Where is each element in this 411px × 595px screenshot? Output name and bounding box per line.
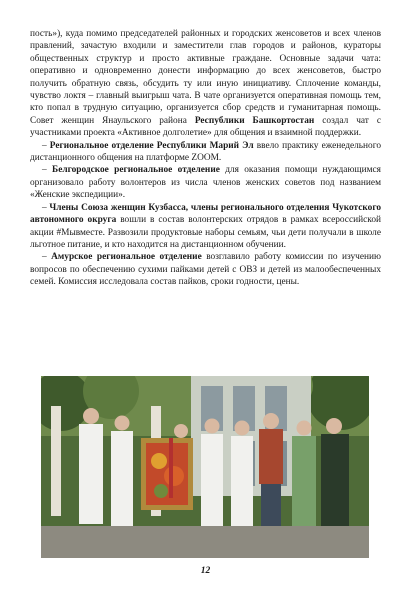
- region-name: Белгородское региональное отделение: [52, 165, 220, 176]
- paragraph-belgorod: – Белгородское региональное отделение для оказания помощи нуждающимся организовало работу волонтеров из числа членов женских советов под названием «Женские экспедиции».: [30, 165, 381, 201]
- group-photo: [41, 376, 369, 558]
- article-text: [30, 28, 381, 289]
- paragraph-kuzbass: – Члены Союза женщин Кузбасса, члены регионального отделения Чукотского автономного округа вошли в состав волонтерских отрядов в рамках всероссийской акции #Мывместе. Развозили продуктовые наборы семьям, чьи дети получали в школе льготное питание, и кто находится на дистанционном обучении.: [30, 202, 381, 250]
- region-name: Республики Башкортостан: [194, 115, 315, 126]
- paragraph-amur: – Амурское региональное отделение возглавило работу комиссии по изучению вопросов по обеспечению сухими пайками детей с ОВЗ и детей из малообеспеченных семей. Комиссия исследовала состав пайков, сроки годности, цены.: [30, 252, 381, 288]
- region-name: Региональное отделение Республики Марий Эл: [49, 140, 254, 151]
- paragraph-mari-el: – Региональное отделение Республики Марий Эл ввело практику еженедельного дистанционного общения на платформе ZOOM.: [30, 140, 382, 164]
- group-photo-illustration: [41, 376, 369, 558]
- paragraph-chat: пость»), куда помимо председателей районных и городских женсоветов и всех членов правлений, зачастую входили и заместители глав городов и районов, кураторы общественных структур и просто активные граждане. Основные задачи чата: оперативно и одновременно донести информацию до всех женсоветов, быстро получить обратную связь, обсудить ту или иную инициативу. Сплочение команды, чувство локтя – главный выигрыш чата. В чате организуется оперативная помощь тем, кто попал в трудную ситуацию, организуется сбор средств и гуманитарная помощь. Совет женщин Янаульского района Республики Башкортостан создал чат с участниками проекта «Активное долголетие» для общения и взаимной поддержки.: [30, 29, 381, 139]
- region-name: Амурское региональное отделение: [51, 252, 202, 263]
- region-name: Члены Союза женщин Кузбасса, члены регионального отделения Чукотского автономного округа: [30, 202, 381, 226]
- page-number: 12: [200, 566, 211, 576]
